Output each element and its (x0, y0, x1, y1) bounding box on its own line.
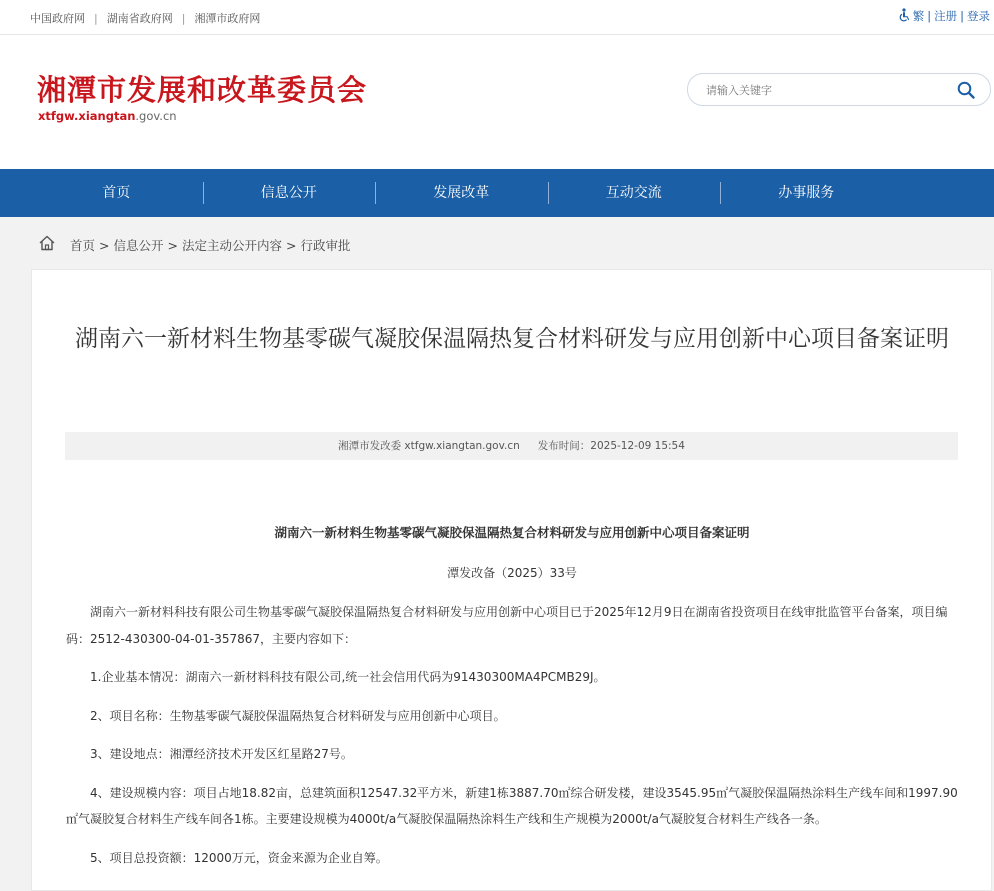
home-icon[interactable] (38, 234, 56, 252)
top-bar (0, 0, 994, 35)
user-links: 繁 | 注册 | 登录 (897, 8, 990, 24)
article-meta (65, 432, 958, 460)
accessibility-icon[interactable] (897, 8, 911, 22)
breadcrumb-trail: 首页 > 信息公开 > 法定主动公开内容 > 行政审批 (70, 238, 351, 253)
main-nav (0, 169, 994, 217)
breadcrumb-admin-approval[interactable]: 行政审批 (300, 238, 351, 253)
paragraph: 3、建设地点：湘潭经济技术开发区红星路27号。 (90, 747, 353, 761)
link-hunan-gov[interactable]: 湖南省政府网 (106, 12, 173, 25)
nav-home[interactable]: 首页 (102, 185, 131, 201)
article-source: 湘潭市发改委 xtfgw.xiangtan.gov.cn (338, 440, 520, 452)
breadcrumb-statutory[interactable]: 法定主动公开内容 (182, 238, 283, 253)
breadcrumb-home[interactable]: 首页 (70, 238, 96, 253)
site-title[interactable]: 湘潭市发展和改革委员会 (37, 73, 368, 107)
nav-development-reform[interactable]: 发展改革 (375, 169, 548, 217)
divider: | (94, 12, 98, 25)
article-body (66, 599, 961, 883)
link-central-gov[interactable]: 中国政府网 (30, 12, 85, 25)
site-domain: xtfgw.xiangtan.gov.cn (38, 109, 177, 123)
nav-services[interactable]: 办事服务 (720, 169, 893, 217)
article-title: 湖南六一新材料生物基零碳气凝胶保温隔热复合材料研发与应用创新中心项目备案证明 (75, 326, 949, 352)
nav-interaction[interactable]: 互动交流 (548, 169, 721, 217)
gov-links (30, 10, 260, 26)
search-icon[interactable] (956, 80, 976, 100)
search-box (687, 73, 991, 106)
register-link[interactable]: 注册 (934, 9, 958, 23)
breadcrumb (0, 217, 994, 269)
search-input[interactable] (704, 81, 938, 99)
publish-label: 发布时间： (537, 440, 591, 452)
nav-info-disclosure[interactable]: 信息公开 (203, 169, 376, 217)
traditional-chinese-link[interactable]: 繁 (912, 9, 925, 23)
paragraph: 2、项目名称：生物基零碳气凝胶保温隔热复合材料研发与应用创新中心项目。 (90, 708, 506, 723)
login-link[interactable]: 登录 (967, 9, 990, 23)
publish-time: 2025-12-09 15:54 (590, 440, 685, 452)
link-xiangtan-gov[interactable]: 湘潭市政府网 (194, 12, 261, 25)
document-heading: 湖南六一新材料生物基零碳气凝胶保温隔热复合材料研发与应用创新中心项目备案证明 (274, 525, 750, 540)
article-panel (31, 269, 992, 891)
paragraph: 1.企业基本情况：湖南六一新材料科技有限公司,统一社会信用代码为91430300MA4PCMB29J。 (90, 670, 606, 684)
site-header (0, 35, 994, 169)
breadcrumb-info[interactable]: 信息公开 (113, 238, 164, 253)
document-number: 潭发改备（2025）33号 (447, 566, 577, 580)
paragraph: 4、建设规模内容：项目占地18.82亩，总建筑面积12547.32平方米，新建1栋3887.70㎡综合研发楼，建设3545.95㎡气凝胶保温隔热涂料生产线车间和1997.90㎡气凝胶复合材料生产线车间各1栋。主要建设规模为4000t/a气凝胶保温隔热涂料生产线和生产规模为2000t/a气凝胶复合材料生产线各一条。 (66, 785, 958, 826)
paragraph: 5、项目总投资额：12000万元，资金来源为企业自筹。 (90, 850, 388, 865)
paragraph: 湖南六一新材料科技有限公司生物基零碳气凝胶保温隔热复合材料研发与应用创新中心项目已于2025年12月9日在湖南省投资项目在线审批监管平台备案，项目编码：2512-430300-04-01-357867，主要内容如下： (66, 605, 948, 646)
divider: | (181, 12, 186, 25)
